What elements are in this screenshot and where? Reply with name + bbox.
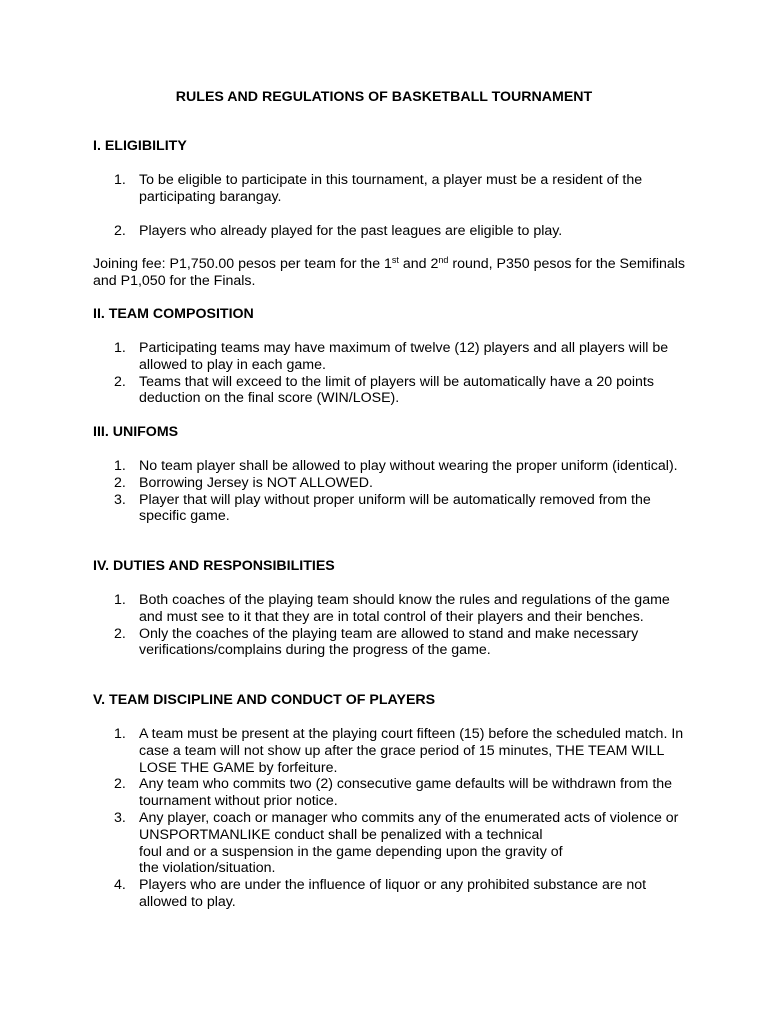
item-text: Players who already played for the past leagues are eligible to play.	[139, 222, 563, 239]
list-item	[0, 592, 684, 626]
item-text: foul and or a suspension in the game depending upon the gravity of	[139, 843, 563, 860]
duties-list	[0, 592, 768, 659]
document-title: RULES AND REGULATIONS OF BASKETBALL TOURNAMENT	[175, 89, 593, 105]
list-item	[0, 877, 684, 911]
item-number: 2.	[114, 222, 126, 239]
list-item	[0, 223, 684, 240]
uniforms-list	[0, 458, 768, 525]
list-item	[0, 492, 684, 526]
list-item	[0, 340, 684, 374]
item-number: 2.	[114, 625, 126, 642]
item-number: 1.	[114, 726, 126, 742]
item-number: 4.	[114, 877, 126, 894]
fee-text-part1: Joining fee: P1,750.00 pesos per team for the 1	[93, 256, 392, 272]
item-number: 2.	[114, 776, 126, 793]
list-item	[0, 458, 684, 475]
item-number: 1.	[114, 458, 126, 474]
fee-text-part3: round, P350 pesos for the Semifinals and P1,050 for the Finals.	[93, 256, 686, 289]
item-number: 2.	[114, 474, 126, 491]
joining-fee-note	[93, 256, 693, 290]
item-text: Players who are under the influence of liquor or any prohibited substance are not allowed to play.	[139, 877, 647, 910]
item-number: 3.	[114, 809, 126, 826]
item-number: 3.	[114, 491, 126, 508]
section-heading-discipline: V. TEAM DISCIPLINE AND CONDUCT OF PLAYERS	[93, 692, 436, 708]
fee-sup-nd: nd	[438, 255, 449, 265]
item-number: 1.	[114, 172, 126, 188]
item-text: To be eligible to participate in this tournament, a player must be a resident of the participating barangay.	[139, 172, 643, 205]
item-text: A team must be present at the playing court fifteen (15) before the scheduled match. In case a team will not show up after the grace period of 15 minutes, THE TEAM WILL LOSE THE GAME by forfeiture.	[139, 726, 684, 776]
fee-sup-st: st	[391, 255, 399, 265]
item-number: 2.	[114, 373, 126, 390]
item-text: Any team who commits two (2) consecutive game defaults will be withdrawn from the tournament without prior notice.	[139, 776, 673, 810]
discipline-list	[0, 726, 768, 911]
item-text: Both coaches of the playing team should know the rules and regulations of the game and must see to it that they are in total control of their players and their benches.	[139, 592, 670, 625]
item-text: Only the coaches of the playing team are allowed to stand and make necessary verifications/complains during the progress of the game.	[139, 625, 639, 659]
list-item	[0, 172, 684, 206]
item-text: Borrowing Jersey is NOT ALLOWED.	[139, 474, 373, 491]
item-text: Any player, coach or manager who commits any of the enumerated acts of violence or UNSPORTMANLIKE conduct shall be penalized with a technical	[139, 809, 679, 843]
section-heading-eligibility: I. ELIGIBILITY	[93, 138, 187, 154]
item-text: No team player shall be allowed to play without wearing the proper uniform (identical).	[139, 458, 678, 474]
section-heading-team-composition: II. TEAM COMPOSITION	[93, 306, 254, 322]
team-composition-list	[0, 340, 768, 407]
section-heading-uniforms: III. UNIFOMS	[93, 424, 179, 440]
item-text: Participating teams may have maximum of twelve (12) players and all players will be allowed to play in each game.	[139, 340, 669, 373]
list-item	[0, 475, 684, 492]
list-item	[0, 626, 684, 660]
item-text: Teams that will exceed to the limit of players will be automatically have a 20 points deduction on the final score (WIN/LOSE).	[139, 373, 654, 407]
item-number: 1.	[114, 592, 126, 608]
list-item	[0, 374, 684, 408]
item-text: the violation/situation.	[139, 860, 276, 877]
item-number: 1.	[114, 340, 126, 356]
fee-text-part2: and 2	[398, 256, 439, 272]
eligibility-list	[0, 172, 768, 239]
list-item	[0, 810, 684, 877]
list-item	[0, 726, 684, 776]
item-text: Player that will play without proper uniform will be automatically removed from the specific game.	[139, 491, 651, 525]
section-heading-duties: IV. DUTIES AND RESPONSIBILITIES	[93, 558, 335, 574]
list-item	[0, 776, 684, 810]
